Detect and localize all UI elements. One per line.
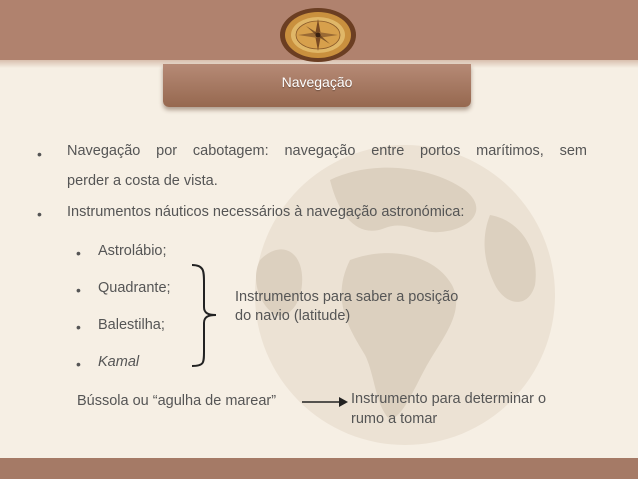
compass-icon bbox=[276, 4, 360, 64]
slide-title: Navegação bbox=[281, 74, 353, 90]
sub-bullet-marker: • bbox=[76, 282, 81, 298]
bullet-cabotagem-line1: Navegação por cabotagem: navegação entre portos marítimos, sem bbox=[67, 143, 587, 159]
instrument-item: Kamal bbox=[98, 354, 140, 370]
instrument-item: Quadrante; bbox=[98, 280, 171, 296]
sub-bullet-marker: • bbox=[76, 245, 81, 261]
latitude-note bbox=[235, 288, 458, 326]
compass-note-line1: Instrumento para determinar o bbox=[351, 391, 547, 407]
compass-note-line2: rumo a tomar bbox=[351, 411, 438, 427]
instrument-item: Astrolábio; bbox=[98, 243, 167, 259]
latitude-note-line2: do navio (latitude) bbox=[235, 308, 351, 324]
sub-bullet-marker: • bbox=[76, 356, 81, 372]
sub-bullet-marker: • bbox=[76, 319, 81, 335]
compass-note bbox=[351, 389, 546, 429]
arrow-right-icon bbox=[301, 395, 349, 409]
compass-label: Bússola ou “agulha de marear” bbox=[77, 393, 277, 409]
latitude-note-line1: Instrumentos para saber a posição bbox=[235, 289, 459, 305]
bullet-cabotagem-line2: perder a costa de vista. bbox=[67, 173, 218, 189]
instrument-item: Balestilha; bbox=[98, 317, 165, 333]
footer-band bbox=[0, 458, 638, 479]
bullet-marker: • bbox=[37, 146, 42, 162]
bullet-instrumentos: Instrumentos náuticos necessários à navegação astronómica: bbox=[67, 204, 465, 220]
brace-icon bbox=[190, 263, 220, 368]
bullet-marker: • bbox=[37, 206, 42, 222]
